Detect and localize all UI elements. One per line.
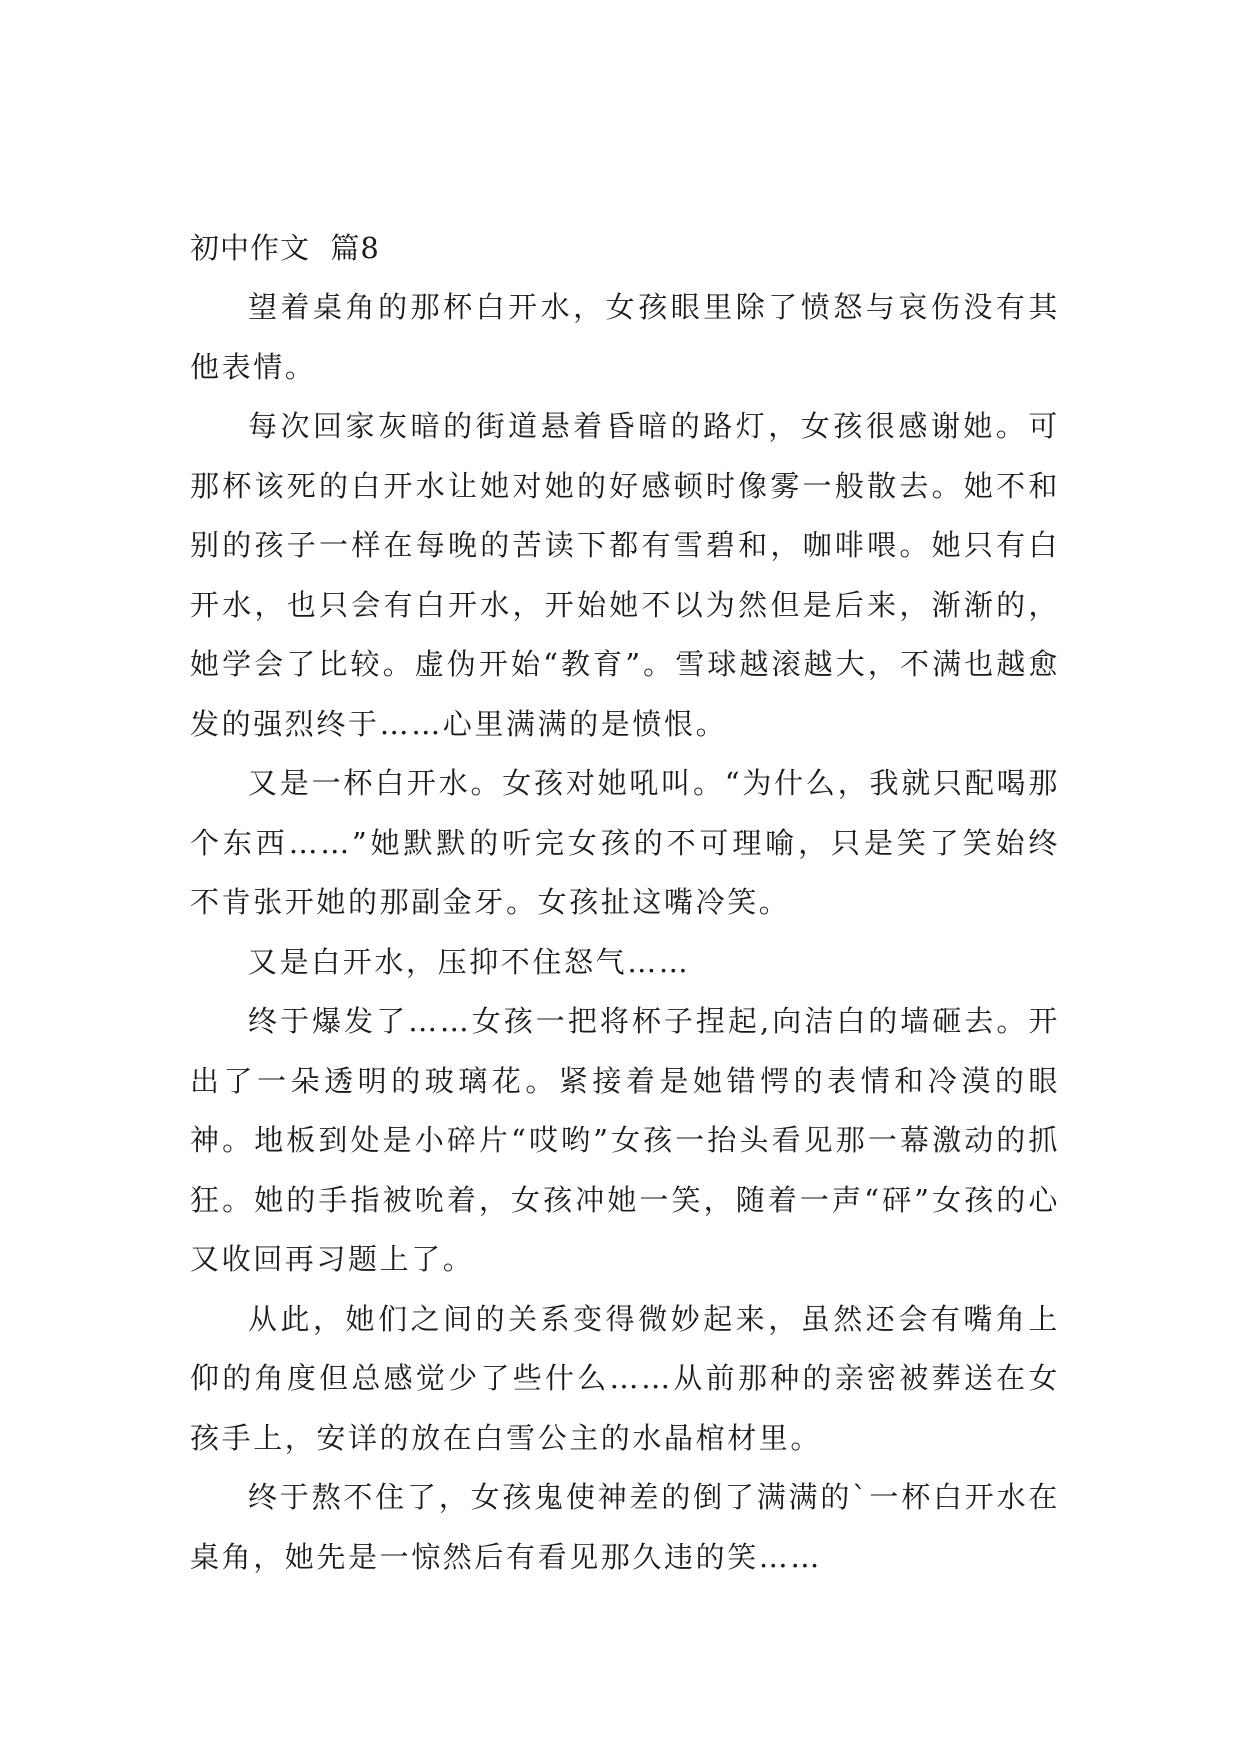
paragraph-1: 望着桌角的那杯白开水，女孩眼里除了愤怒与哀伤没有其他表情。 [190,290,1060,384]
paragraph-2: 每次回家灰暗的街道悬着昏暗的路灯，女孩很感谢她。可那杯该死的白开水让她对她的好感顿时像雾一般散去。她不和别的孩子一样在每晚的苦读下都有雪碧和，咖啡喂。她只有白开水，也只会有白开水，开始她不以为然但是后来，渐渐的，她学会了比较。虚伪开始“教育”。雪球越滚越大，不满也越愈发的强烈终于……心里满满的是愤恨。 [190,409,1060,741]
document-title: 初中作文 篇8 [190,231,380,265]
paragraph-6: 从此，她们之间的关系变得微妙起来，虽然还会有嘴角上仰的角度但总感觉少了些什么……从前那种的亲密被葬送在女孩手上，安详的放在白雪公主的水晶棺材里。 [190,1301,1060,1455]
paragraph-3: 又是一杯白开水。女孩对她吼叫。“为什么，我就只配喝那个东西……”她默默的听完女孩的不可理喻，只是笑了笑始终不肯张开她的那副金牙。女孩扯这嘴冷笑。 [190,766,1060,919]
document-page [190,218,1060,1587]
paragraph-4: 又是白开水，压抑不住怒气…… [248,944,691,979]
paragraph-7: 终于熬不住了，女孩鬼使神差的倒了满满的`一杯白开水在桌角，她先是一惊然后有看见那久违的笑…… [190,1480,1060,1574]
paragraph-5: 终于爆发了……女孩一把将杯子捏起,向洁白的墙砸去。开出了一朵透明的玻璃花。紧接着是她错愕的表情和冷漠的眼神。地板到处是小碎片“哎哟”女孩一抬头看见那一幕激动的抓狂。她的手指被吮着，女孩冲她一笑，随着一声“砰”女孩的心又收回再习题上了。 [190,1004,1060,1276]
